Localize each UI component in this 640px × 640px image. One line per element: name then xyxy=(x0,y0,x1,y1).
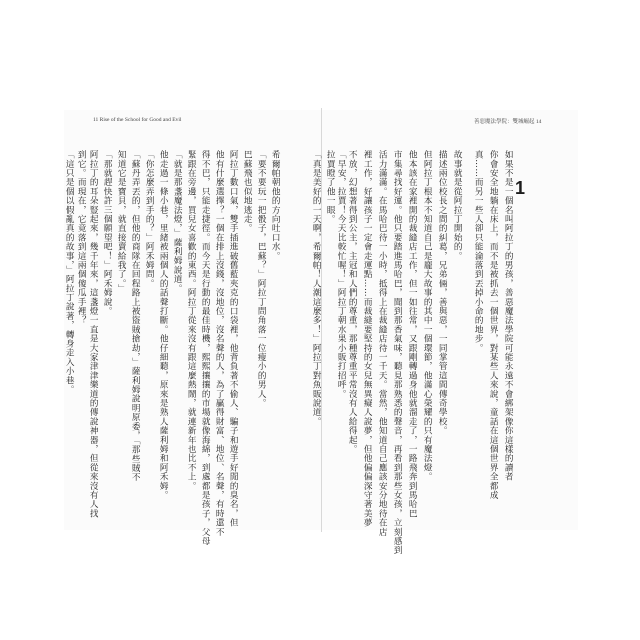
left-page-line: 「那就趕快許三個願望吧！」阿禾姆說。 xyxy=(102,150,113,316)
right-page-line: 拉賈瞪了他一眼。 xyxy=(325,150,336,224)
left-page-line: 「這只是個以假亂真的故事，」阿拉丁說著，轉身走入小巷。 xyxy=(64,150,75,395)
right-page-line: 真……而另一些人卻只能淪落到丟掉小命的地步。 xyxy=(473,150,484,353)
left-page-line: 「你怎麼弄到手的？」阿禾姆問。 xyxy=(144,150,155,288)
right-page-line: 描述兩位校長之間的糾葛，兄弟倆，善與惡，一同掌管這間傳奇學校。 xyxy=(437,150,448,436)
right-page-line: 如果不是一個名叫阿拉丁的男孩，善惡魔法學院可能永遠不會綁架像你這樣的讀者 xyxy=(503,150,514,482)
left-page-line: 到它。而現在，它竟落到這兩個傻瓜手裡？ xyxy=(76,150,87,325)
left-page-line: 阿拉丁數口氣，雙手插進破舊藍夾克的口袋裡，他背負著不偷人、騙子和遊手好閒的臭名，但 xyxy=(228,150,239,528)
chapter-number: 1 xyxy=(515,178,526,198)
left-page-line: 巴蘇飛也似地逃走。 xyxy=(242,150,253,233)
left-page-line: 他走過一條小巷，里緒被兩個人的話聲打斷。他仔細聽，原來是熟人薩利姆和阿禾姆。 xyxy=(158,150,169,500)
left-page-line: 得不巴，只能走捷徑。而今天是行動的最佳時機，熙熙攘攘的市場就像海綿，到處都是孩子，父母 xyxy=(200,150,211,546)
right-page-line: 但阿拉丁根本不知道自己是龐大故事的其中一個環節，他滿心榮耀的只有魔法燈。 xyxy=(422,150,433,482)
right-page-line: 「早安，拉賈！今天比較忙喔！」阿拉丁朝水果小販打招呼。 xyxy=(336,150,347,399)
right-running-head: 善惡魔法學院：雙城崛起 14 xyxy=(474,119,542,125)
left-page-line: 「蘇丹弄丟的，但他的商隊在回程路上被盜賊搶劫，」薩利姆說明原委，「那些賊不 xyxy=(130,150,141,482)
left-page-line: 「要不要玩一把骰子，巴蘇？」阿拉丁問角落一位瘦小的男人。 xyxy=(256,150,267,408)
right-page-line: 故事就是從阿拉丁開始的。 xyxy=(452,150,463,261)
left-page-line: 希爾帕朝他的方向吐口水。 xyxy=(270,150,281,261)
right-page-line: 「真是美好的一天啊，希爾帕！人潮這麼多！」阿拉丁對魚販說道。 xyxy=(311,150,322,426)
right-page-line: 他本該在家裡開的裁縫店工作，但一如往常，又跟剛轉過身他就溜走了，一路飛奔到馬哈巴 xyxy=(407,150,418,518)
left-running-head: 11 Rise of the School for Good and Evil xyxy=(93,117,182,123)
left-page-line: 知道它是寶貝，就直接賣給我了。」 xyxy=(116,150,127,293)
left-page-line: 「就是那盞魔法燈，」薩利姆說道。 xyxy=(172,150,183,293)
right-page-line: 你會安全地躺在床上，而不是被抓去一個世界，對某些人來說，童話在這個世界全都成 xyxy=(488,150,499,500)
right-page-line: 裡工作，好讓孩子一定會走運點……而裁縫要堅持的女兒無異癡人說夢，但他偏偏深守著美夢 xyxy=(362,150,373,528)
right-page-line: 市集尋找好運。他只要踏進馬哈巴，聞到那香氣味，聽見那熟悉的聲音，再看到那些女孩，立刻感到 xyxy=(392,150,403,555)
left-page-line: 緊跟在旁邊，買兒女喜歡的東西。阿拉丁從來沒有跟這麼熱鬧，就連新年也比不上。 xyxy=(186,150,197,491)
left-page-line: 阿拉丁的耳朵豎起來，幾千年來，這盞燈一直是大家津津樂道的傳說神器，但從來沒有人找 xyxy=(88,150,99,518)
right-page-line: 活力滿滿。在馬哈巴待一小時，抵得上在裁縫店待一千天。當然，他知道自己應該安分地待在店 xyxy=(377,150,388,537)
left-page-line: 他有什麼選擇？一個在排上沒錢，沒地位，沒名聲的人，為了贏得財富、地位、名聲，有時還不 xyxy=(214,150,225,537)
right-page-line: 不放，幻想著得到公主，主冠和人們的尊重，那種尊重平常沒有人給得起。 xyxy=(347,150,358,454)
